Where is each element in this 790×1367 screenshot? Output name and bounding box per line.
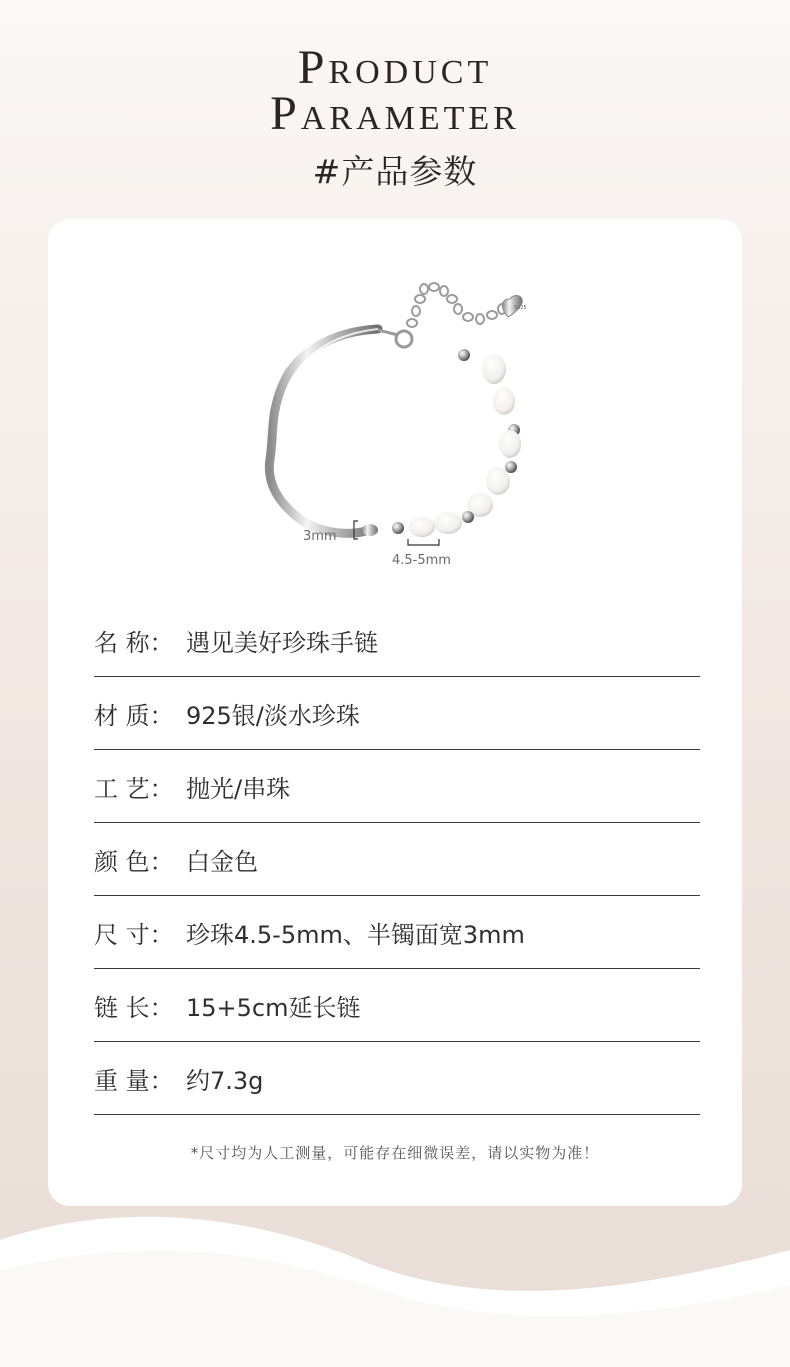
- title-product: PRODUCT: [297, 41, 493, 94]
- param-label: 材 质：: [94, 701, 174, 730]
- param-label: 工 艺：: [94, 774, 174, 803]
- param-label: 尺 寸：: [94, 920, 174, 949]
- tag-text: S925: [514, 305, 527, 311]
- param-row-name: [94, 604, 700, 677]
- param-row-craft: [94, 750, 700, 823]
- param-row-weight: [94, 1042, 700, 1115]
- param-value: 925银/淡水珍珠: [186, 701, 360, 730]
- param-label: 名 称：: [94, 628, 174, 657]
- param-row-chain-length: [94, 969, 700, 1042]
- parameter-card: [48, 219, 742, 1206]
- bangle-width-label: 3mm: [303, 529, 337, 544]
- param-value: 15+5cm延长链: [186, 993, 361, 1022]
- param-row-material: [94, 677, 700, 750]
- param-label: 颜 色：: [94, 847, 174, 876]
- param-value: 遇见美好珍珠手链: [186, 628, 378, 657]
- param-label: 重 量：: [94, 1066, 174, 1095]
- param-row-size: [94, 896, 700, 969]
- bracelet-illustration: [48, 219, 742, 589]
- param-label: 链 长：: [94, 993, 174, 1022]
- parameter-list: [94, 604, 700, 1115]
- param-row-color: [94, 823, 700, 896]
- param-value: 约7.3g: [186, 1066, 264, 1095]
- pearl-size-label: 4.5-5mm: [392, 553, 451, 568]
- param-value: 白金色: [186, 847, 258, 876]
- measurement-note: *尺寸均为人工测量，可能存在细微误差，请以实物为准！: [190, 1144, 600, 1162]
- title-parameter: PARAMETER: [270, 87, 520, 140]
- param-value: 珍珠4.5-5mm、半镯面宽3mm: [186, 920, 525, 949]
- page-subtitle: #产品参数: [312, 152, 478, 191]
- param-value: 抛光/串珠: [186, 774, 291, 803]
